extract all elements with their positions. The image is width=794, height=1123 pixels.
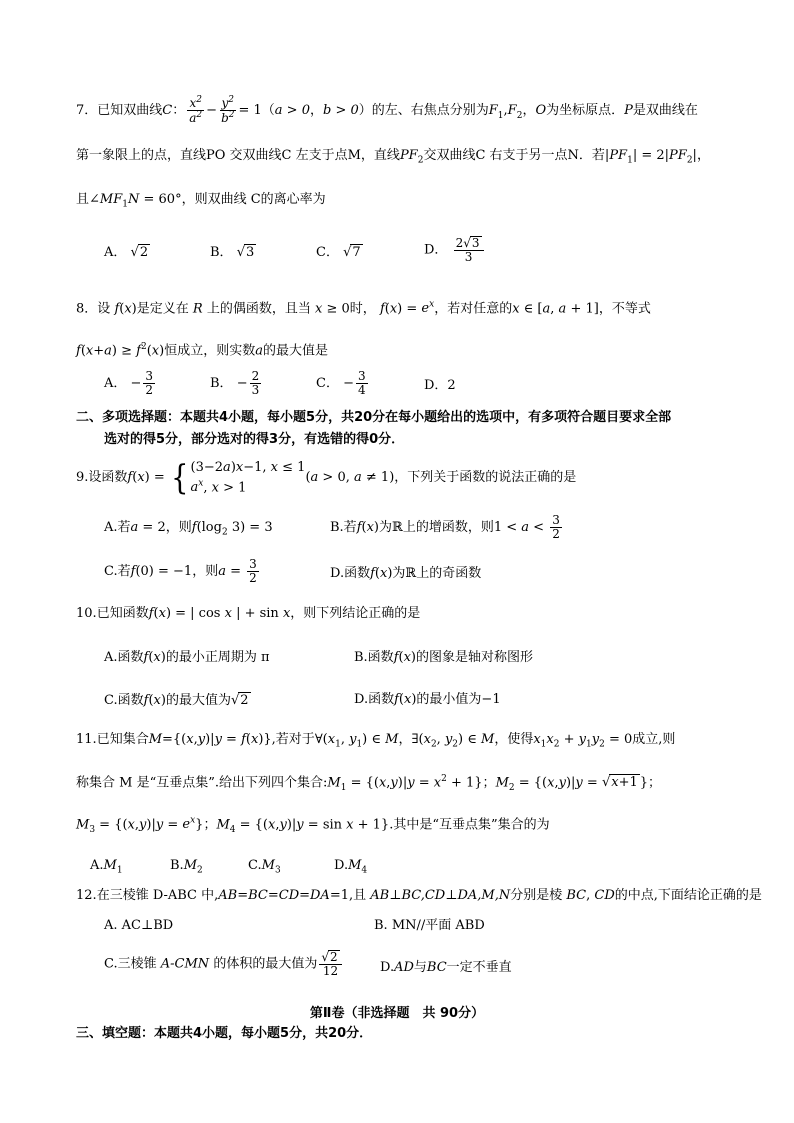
q7-line-3: 且$\angle MF_1N = 60^\circ$，则双曲线 C的离心率为 (76, 192, 326, 210)
q10-option-c: C.函数f(x)的最大值为√2 (104, 693, 249, 708)
q10-option-a: A.函数f(x)的最小正周期为 π (104, 650, 270, 665)
q12-option-a: A. AC⊥BD (104, 918, 174, 933)
q9-option-b: B.若f(x)为ℝ上的增函数，则1 < a < $\frac{3}{2}$ (330, 513, 560, 542)
q7-option-c: C． √7 (316, 245, 361, 260)
q12-option-b: B. MN//平面 ABD (374, 918, 485, 933)
q11-line-1: 11.已知集合M={(x,y)|y = f(x)},若对于$\forall(x_1$, $y_1$) ∈ M，$\exists(x_2$, $y_2$) ∈ M，使得$x_1x_2 + y_1y_2 = 0$成立,则 (76, 732, 676, 750)
q9-option-a: A.若a = 2，则$f(\log_2$ 3) = 3 (104, 520, 273, 538)
q12-line-1: 12.在三棱锥 D-ABC 中,AB=BC=CD=DA=1,且 AB⊥BC,CD⊥DA,M,N分别是棱 BC, CD的中点,下面结论正确的是 (76, 888, 762, 903)
q7-option-d: D． $\frac{2√3}{3}$ (424, 236, 486, 264)
q8-option-b: B． − $\frac{2}{3}$ (210, 369, 260, 398)
part-2-heading: 第Ⅱ卷（非选择题 共 90分） (309, 1006, 485, 1021)
q12-option-c: C.三棱锥 A-CMN 的体积的最大值为 $\frac{√2}{12}$ (104, 950, 344, 978)
section-3-heading: 三、填空题：本题共4小题，每小题5分，共20分． (76, 1026, 373, 1041)
q7-option-a: A． √2 (104, 245, 149, 260)
q11-option-a: $A.M_1$ (90, 858, 123, 876)
q11-line-3: $M_3 = \{(x,y)|y = e^x\}$；$M_4 = \{(x,y)|y = \sin x + 1\}$.其中是“互垂点集”集合的为 (76, 816, 550, 835)
q10-line-1: 10.已知函数f(x) = | cos x | + sin x，则下列结论正确的是 (76, 606, 421, 621)
section-2-heading: 二、多项选择题：本题共4小题，每小题5分，共20分在每小题给出的选项中，有多项符合题目要求全部 (76, 410, 672, 425)
q12-option-d: D.AD与BC一定不垂直 (380, 960, 512, 975)
q8-line-2: $f(x+a) \ge f^2(x)$恒成立，则实数a的最大值是 (76, 342, 328, 359)
q11-option-d: $D.M_4$ (334, 858, 368, 876)
q10-option-b: B.函数f(x)的图象是轴对称图形 (354, 650, 534, 665)
q11-line-2: 称集合 M 是“互垂点集”.给出下列四个集合$:M_1 = \{(x,y)|y = x^2 + 1\}$；$M_2 = \{(x,y)|y = √x+1$ }； (76, 774, 662, 793)
q7-option-b: B． √3 (210, 245, 255, 260)
q7-line-2: 第一象限上的点，直线PO 交双曲线C 左支于点M，直线$PF_2$交双曲线C 右支于另一点N．若$|PF_1| = 2|PF_2|$， (76, 148, 710, 166)
section-2-heading-cont: 选对的得5分，部分选对的得3分，有选错的得0分． (104, 432, 405, 447)
q9-line-1: 9.设函数f(x) = { (3−2a)x−1, x ≤ 1 $a^x$, x > 1(a > 0, a ≠ 1)，下列关于函数的说法正确的是 (76, 457, 577, 498)
q7-line-1: 7．已知双曲线C： $\frac{x^2}{a^2}$ − $\frac{y^2}{b^2}$ = 1（a > 0，b > 0）的左、右焦点分别为$F_1,F_2$，O为坐标原点．P是双曲线在 (76, 95, 698, 126)
q11-option-b: $B.M_2$ (170, 858, 203, 876)
q8-option-c: C． − $\frac{3}{4}$ (316, 369, 366, 398)
q9-option-c: C.若f(0) = −1，则a = $\frac{3}{2}$ (104, 557, 257, 586)
q11-option-c: $C.M_3$ (248, 858, 281, 876)
q8-line-1: 8．设 f(x)是定义在 R 上的偶函数，且当 x ≥ 0时， $f(x) = e^x$，若对任意的x ∈ [a, a + 1]，不等式 (76, 300, 651, 317)
q9-option-d: D.函数f(x)为ℝ上的奇函数 (330, 566, 482, 581)
q8-option-d: D．2 (424, 378, 456, 393)
q8-option-a: A． − $\frac{3}{2}$ (104, 369, 154, 398)
q10-option-d: D.函数f(x)的最小值为−1 (354, 692, 501, 707)
